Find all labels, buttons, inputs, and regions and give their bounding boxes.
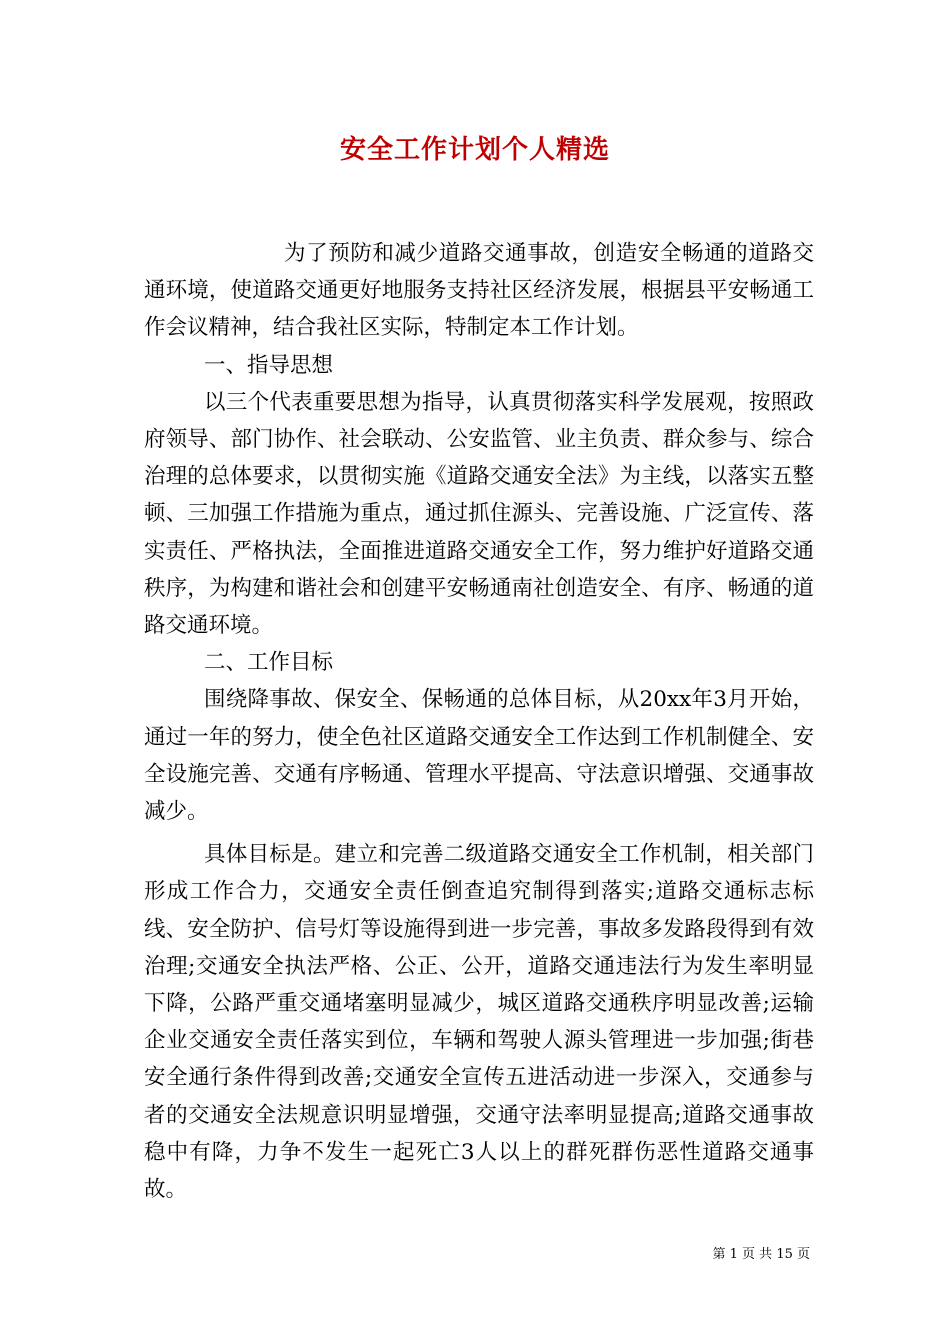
intro-paragraph: 为了预防和减少道路交通事故，创造安全畅通的道路交通环境，使道路交通更好地服务支持社区经济发展，根据县平安畅通工作会议精神，结合我社区实际，特制定本工作计划。 <box>144 241 814 341</box>
document-body <box>144 235 814 1208</box>
document-title: 安全工作计划个人精选 <box>339 135 610 165</box>
page-number: 第 1 页 共 15 页 <box>712 1247 810 1262</box>
section-heading-guiding-ideology: 一、指导思想 <box>204 352 334 378</box>
section-paragraph-guiding-ideology: 以三个代表重要思想为指导，认真贯彻落实科学发展观，按照政府领导、部门协作、社会联动、公安监管、业主负责、群众参与、综合治理的总体要求，以贯彻实施《道路交通安全法》为主线，以落实五整顿、三加强工作措施为重点，通过抓住源头、完善设施、广泛宣传、落实责任、严格执法，全面推进道路交通安全工作，努力维护好道路交通秩序，为构建和谐社会和创建平安畅通南社创造安全、有序、畅通的道路交通环境。 <box>144 389 814 639</box>
section-paragraph-work-goals: 围绕降事故、保安全、保畅通的总体目标，从20xx年3月开始，通过一年的努力，使全色社区道路交通安全工作达到工作机制健全、安全设施完善、交通有序畅通、管理水平提高、守法意识增强、交通事故减少。 <box>144 687 814 825</box>
section-paragraph-specific-goals: 具体目标是。建立和完善二级道路交通安全工作机制，相关部门形成工作合力，交通安全责任倒查追究制得到落实;道路交通标志标线、安全防护、信号灯等设施得到进一步完善，事故多发路段得到有效治理;交通安全执法严格、公正、公开，道路交通违法行为发生率明显下降，公路严重交通堵塞明显减少，城区道路交通秩序明显改善;运输企业交通安全责任落实到位，车辆和驾驶人源头管理进一步加强;街巷安全通行条件得到改善;交通安全宣传五进活动进一步深入，交通参与者的交通安全法规意识明显增强，交通守法率明显提高;道路交通事故稳中有降，力争不发生一起死亡3人以上的群死群伤恶性道路交通事故。 <box>144 842 814 1203</box>
section-heading-work-goals: 二、工作目标 <box>204 650 334 676</box>
